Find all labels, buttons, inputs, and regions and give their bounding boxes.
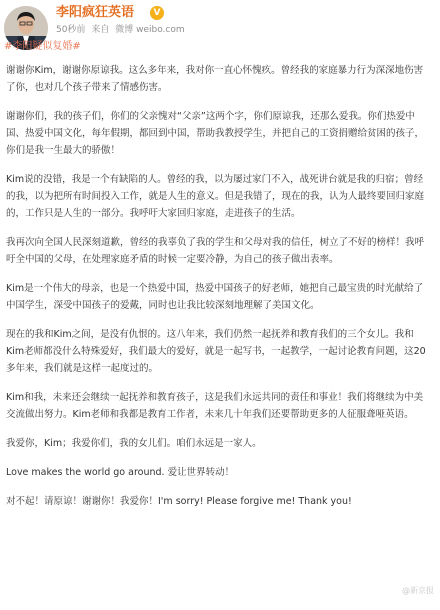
- source-prefix: 来自: [91, 25, 110, 35]
- post-meta: [56, 24, 188, 36]
- post-paragraph: 现在的我和Kim之间，是没有仇恨的。这八年来，我们仍然一起抚养和教育我们的三个女儿。我和Kim老师都没什么特殊爱好，我们最大的爱好，就是一起写书，一起教学，一起讨论教育问题，这20多年来，我们就是这样一起度过的。: [6, 329, 426, 374]
- post-paragraph: Kim和我，未来还会继续一起抚养和教育孩子，这是我们永远共同的责任和事业！我们将继续为中美交流做出努力。Kim老师和我都是教育工作者，未来几十年我们还要帮助更多的人征服聋哑英语。: [6, 392, 424, 420]
- post-source[interactable]: 微博 weibo.com: [115, 25, 185, 35]
- post-paragraph: 谢谢你Kim，谢谢你原谅我。这么多年来，我对你一直心怀愧疚。曾经我的家庭暴力行为深深地伤害了你，也对几个孩子带来了情感伤害。: [6, 65, 424, 93]
- verified-badge-icon: V: [150, 6, 164, 20]
- watermark: @新京报: [402, 586, 434, 595]
- post-header: [0, 0, 440, 60]
- post-time[interactable]: 50秒前: [56, 25, 86, 35]
- post-paragraph: 对不起！请原谅！谢谢你！我爱你！I'm sorry! Please forgive me! Thank you!: [6, 496, 352, 507]
- post-paragraph: 谢谢你们，我的孩子们，你们的父亲愧对“父亲”这两个字，你们原谅我，还那么爱我。你们热爱中国、热爱中国文化，每年假期，都回到中国，帮助我教授学生，并把自己的工资捐赠给贫困的孩子，你们是我一生最大的骄傲！: [6, 111, 425, 156]
- topic-hashtag[interactable]: #李阳疑似复婚#: [4, 41, 81, 52]
- post-paragraph: Kim是一个伟大的母亲，也是一个热爱中国，热爱中国孩子的好老师，她把自己最宝贵的时光献给了中国学生，深受中国孩子的爱戴，同时也让我比较深刻地理解了美国文化。: [6, 283, 424, 311]
- post-paragraph: 我爱你，Kim；我爱你们，我的女儿们。咱们永远是一家人。: [6, 438, 262, 449]
- post-body: [6, 62, 430, 522]
- post-paragraph: Kim说的没错，我是一个有缺陷的人。曾经的我，以为屡过家门不入，战死讲台就是我的归宿；曾经的我，以为把所有时间投入工作，就是人生的意义。但是我错了，现在的我，认为人最终要回归家庭的，工作只是人生的一部分。我呼吁大家回归家庭，走进孩子的生活。: [6, 174, 425, 219]
- user-name[interactable]: 李阳疯狂英语: [56, 5, 135, 20]
- post-paragraph: Love makes the world go around. 爱让世界转动！: [6, 467, 235, 478]
- post-paragraph: 我再次向全国人民深刻道歉，曾经的我辜负了我的学生和父母对我的信任，树立了不好的榜样！我呼吁全中国的父母，在处理家庭矛盾的时候一定要冷静，为自己的孩子做出表率。: [6, 237, 425, 265]
